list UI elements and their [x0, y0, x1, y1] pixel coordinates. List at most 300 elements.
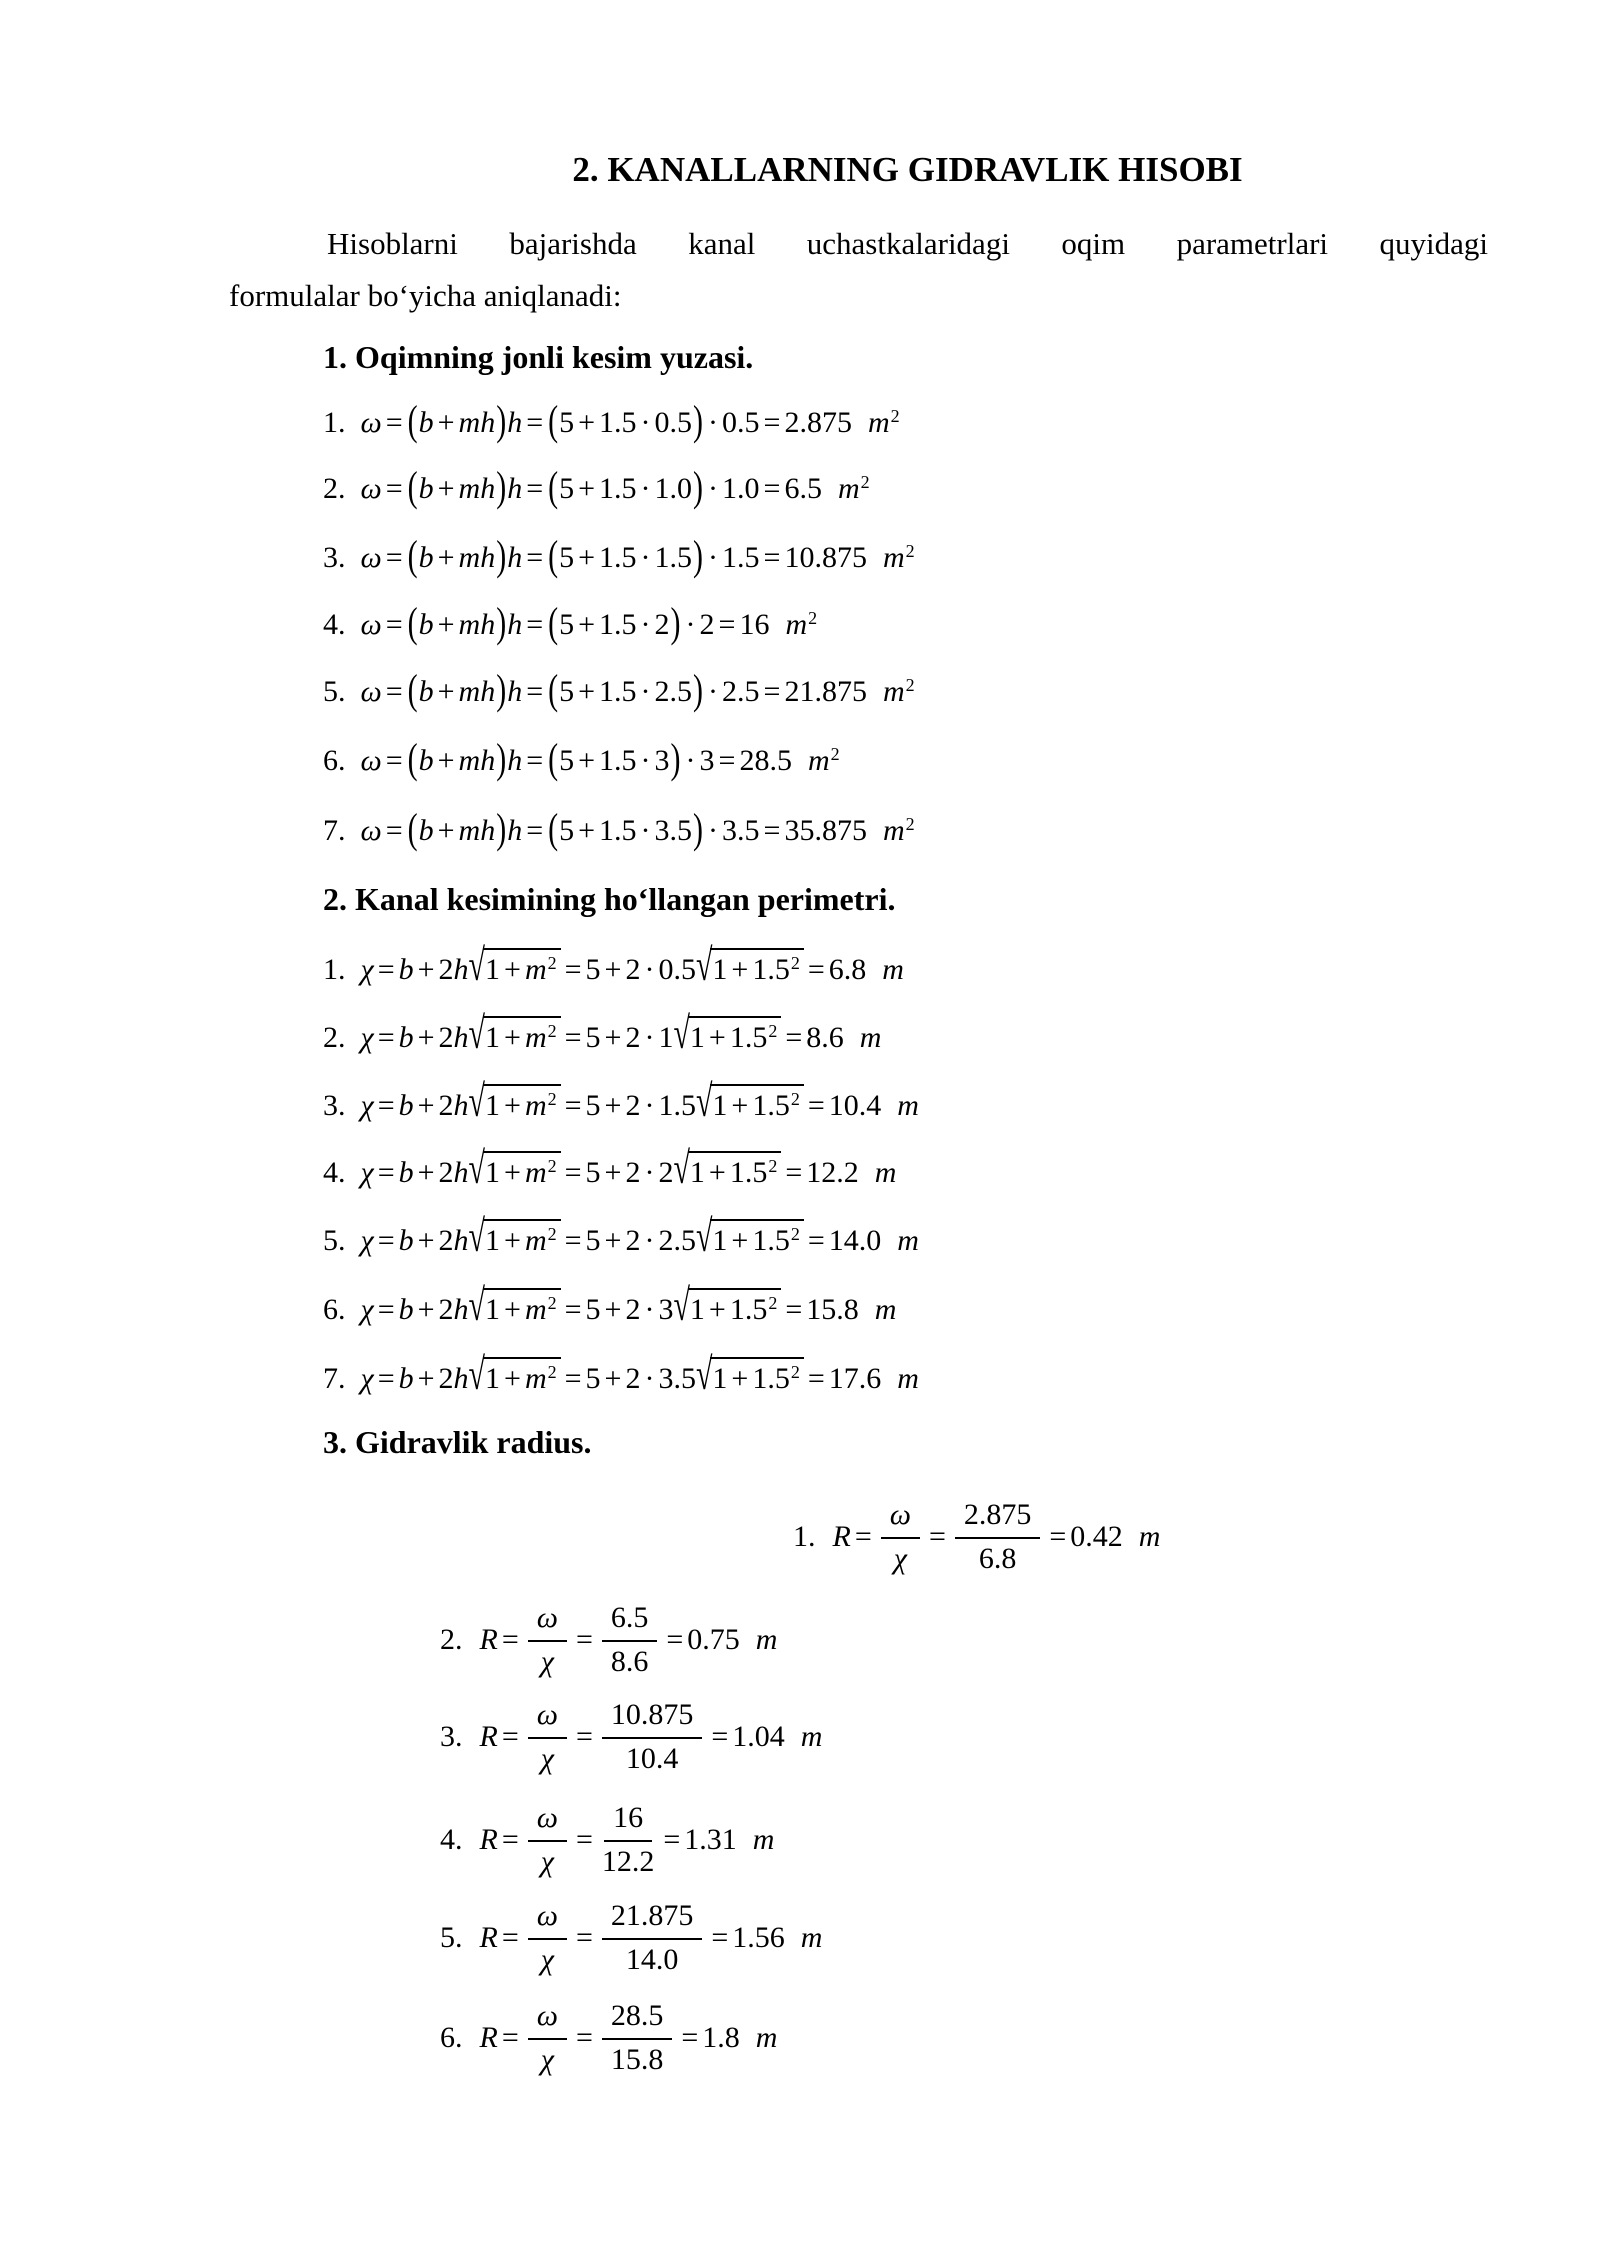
math-number: 5 — [585, 1224, 601, 1257]
math-number: 5 — [585, 1021, 601, 1054]
math-number: 2.875 — [784, 406, 852, 439]
math-operator: + — [417, 953, 435, 986]
math-number: 16 — [739, 608, 770, 641]
fraction-numerator — [955, 1498, 1041, 1539]
math-operator: · — [640, 406, 651, 439]
section-heading-1: 1. Oqimning jonli kesim yuzasi. — [323, 339, 754, 375]
math-variable: m — [897, 1089, 919, 1122]
radicand — [688, 1151, 781, 1192]
math-operator: = — [1049, 1519, 1067, 1553]
math-operator: · — [644, 1156, 655, 1189]
math-number: 1.5 — [599, 608, 637, 641]
math-variable: ω — [889, 1498, 911, 1531]
math-operator: · — [708, 675, 719, 708]
math-number: 3 — [699, 744, 715, 777]
formula-line — [323, 1280, 897, 1331]
square-root — [695, 1211, 804, 1262]
fraction — [602, 1601, 658, 1679]
fraction-denominator — [894, 1539, 907, 1577]
math-number: 1 — [485, 953, 501, 986]
math-number: 1.5 — [599, 814, 637, 847]
math-variable: m — [524, 1021, 547, 1054]
math-number: 5 — [559, 608, 575, 641]
math-operator: + — [708, 1293, 726, 1326]
math-operator: · — [685, 744, 696, 777]
math-operator: = — [501, 1719, 519, 1753]
math-operator: + — [437, 744, 455, 777]
math-operator: + — [731, 1089, 749, 1122]
math-parenthesis: ) — [693, 666, 704, 714]
math-variable: b — [418, 406, 434, 439]
fraction-numerator — [528, 1601, 567, 1642]
math-variable: ω — [360, 472, 382, 505]
math-variable: R — [832, 1519, 851, 1553]
math-operator: = — [501, 1920, 519, 1954]
math-operator: + — [504, 1362, 521, 1395]
math-variable: χ — [360, 1021, 374, 1054]
math-parenthesis: ) — [496, 805, 507, 853]
fraction-denominator — [541, 1940, 554, 1978]
radicand — [483, 1219, 561, 1260]
math-number: 5 — [559, 472, 575, 505]
formula — [360, 463, 870, 511]
item-number: 6. — [323, 744, 346, 777]
math-superscript: 2 — [547, 1021, 557, 1042]
fraction-denominator — [602, 1842, 655, 1880]
radical-sign-icon: √ — [468, 1008, 486, 1059]
radicand — [710, 1084, 803, 1125]
math-operator: · — [644, 953, 655, 986]
math-parenthesis: ) — [496, 599, 507, 647]
math-superscript: 2 — [547, 1089, 557, 1110]
fraction — [528, 1999, 567, 2077]
intro-paragraph-line-2: formulalar bo‘yicha aniqlanadi: — [229, 278, 622, 313]
formula-line — [323, 735, 840, 783]
math-number: 1 — [485, 1362, 501, 1395]
math-operator: + — [578, 472, 596, 505]
math-variable: h — [507, 814, 523, 847]
math-parenthesis: ( — [407, 805, 418, 853]
math-operator: = — [763, 675, 781, 708]
math-parenthesis: ) — [496, 463, 507, 511]
math-operator: = — [681, 2020, 699, 2054]
formula-line — [323, 940, 904, 991]
radical-sign-icon: √ — [468, 1349, 486, 1400]
math-number: 2 — [625, 1362, 641, 1395]
math-superscript: 2 — [890, 406, 900, 427]
math-number: 10.875 — [610, 1698, 694, 1731]
math-variable: mh — [458, 472, 496, 505]
radical-sign-icon: √ — [468, 940, 486, 991]
math-variable: ω — [360, 814, 382, 847]
math-number: 6.5 — [610, 1601, 649, 1634]
math-number: 1.56 — [732, 1920, 785, 1954]
math-operator: = — [385, 814, 403, 847]
formula — [480, 1899, 823, 1977]
math-variable: m — [867, 406, 890, 439]
math-variable: mh — [458, 744, 496, 777]
math-variable: m — [897, 1224, 919, 1257]
math-number: 5 — [559, 744, 575, 777]
math-operator: = — [377, 1021, 395, 1054]
square-root — [468, 1211, 561, 1262]
math-number: 3.5 — [658, 1362, 696, 1395]
math-superscript: 2 — [790, 1089, 800, 1110]
math-number: 2 — [438, 1156, 454, 1189]
math-superscript: 2 — [768, 1293, 778, 1314]
formula — [833, 1498, 1161, 1576]
math-variable: χ — [360, 1224, 374, 1257]
math-number: 2 — [438, 1224, 454, 1257]
math-parenthesis: ) — [496, 532, 507, 580]
math-parenthesis: ) — [670, 735, 681, 783]
math-number: 2.5 — [722, 675, 760, 708]
math-operator: = — [564, 953, 582, 986]
math-number: 1 — [485, 1224, 501, 1257]
math-parenthesis: ( — [407, 599, 418, 647]
math-variable: b — [398, 953, 414, 986]
math-operator: = — [526, 744, 544, 777]
math-operator: · — [644, 1021, 655, 1054]
math-superscript: 2 — [905, 541, 915, 562]
math-number: 0.5 — [722, 406, 760, 439]
math-operator: = — [928, 1519, 946, 1553]
math-superscript: 2 — [905, 675, 915, 696]
math-operator: + — [578, 814, 596, 847]
math-number: 1 — [485, 1293, 501, 1326]
math-number: 8.6 — [806, 1021, 844, 1054]
square-root — [695, 1349, 804, 1400]
square-root — [468, 1349, 561, 1400]
square-root — [468, 1008, 561, 1059]
square-root — [673, 1143, 781, 1194]
math-operator: + — [731, 1362, 749, 1395]
square-root — [695, 940, 804, 991]
math-parenthesis: ) — [670, 599, 681, 647]
math-superscript: 2 — [905, 814, 915, 835]
math-operator: = — [377, 1293, 395, 1326]
math-operator: + — [437, 541, 455, 574]
math-number: 2 — [438, 953, 454, 986]
math-operator: + — [578, 406, 596, 439]
math-variable: m — [755, 2020, 778, 2054]
math-superscript: 2 — [790, 1362, 800, 1383]
math-operator: + — [417, 1156, 435, 1189]
math-variable: ω — [360, 608, 382, 641]
math-variable: h — [453, 1156, 469, 1189]
item-number: 6. — [323, 1293, 346, 1326]
math-operator: = — [526, 406, 544, 439]
formula-line — [323, 463, 870, 511]
math-operator: + — [504, 1293, 521, 1326]
fraction-denominator — [541, 1842, 554, 1880]
item-number: 7. — [323, 1362, 346, 1395]
formula — [360, 1008, 882, 1059]
formula — [360, 735, 840, 783]
math-number: 17.6 — [828, 1362, 882, 1395]
math-variable: m — [524, 953, 547, 986]
item-number: 4. — [323, 1156, 346, 1189]
radical-sign-icon: √ — [468, 1211, 486, 1262]
math-variable: m — [837, 472, 860, 505]
math-number: 1.5 — [599, 472, 637, 505]
square-root — [673, 1008, 781, 1059]
math-operator: = — [763, 541, 781, 574]
item-number: 7. — [323, 814, 346, 847]
math-operator: · — [640, 744, 651, 777]
math-parenthesis: ) — [693, 805, 704, 853]
formula-line — [440, 1787, 774, 1893]
math-variable: m — [752, 1822, 775, 1856]
math-operator: + — [604, 1021, 622, 1054]
math-operator: = — [385, 472, 403, 505]
formula — [360, 1143, 897, 1194]
item-number: 3. — [440, 1719, 463, 1753]
math-number: 10.875 — [784, 541, 867, 574]
math-number: 28.5 — [739, 744, 792, 777]
math-number: 2 — [438, 1021, 454, 1054]
math-superscript: 2 — [547, 1293, 557, 1314]
math-variable: χ — [540, 1741, 554, 1775]
math-operator: = — [711, 1719, 729, 1753]
item-number: 1. — [323, 953, 346, 986]
math-superscript: 2 — [768, 1156, 778, 1177]
fraction-denominator — [979, 1539, 1017, 1577]
math-operator: + — [504, 1089, 521, 1122]
math-variable: m — [524, 1156, 547, 1189]
fraction-numerator — [528, 1899, 567, 1940]
math-variable: m — [800, 1920, 823, 1954]
fraction — [602, 1899, 703, 1977]
math-operator: + — [708, 1156, 726, 1189]
math-number: 16 — [613, 1801, 644, 1834]
formula — [480, 1698, 823, 1776]
math-superscript: 2 — [768, 1021, 778, 1042]
math-operator: + — [731, 1224, 749, 1257]
formula — [480, 1999, 778, 2077]
math-variable: b — [398, 1224, 414, 1257]
math-operator: = — [807, 953, 825, 986]
math-number: 5 — [585, 1362, 601, 1395]
fraction-numerator — [602, 1698, 703, 1739]
math-operator: + — [437, 608, 455, 641]
item-number: 2. — [323, 472, 346, 505]
math-superscript: 2 — [547, 1156, 557, 1177]
math-number: 0.42 — [1070, 1519, 1123, 1553]
math-operator: = — [663, 1822, 681, 1856]
math-operator: = — [501, 2020, 519, 2054]
math-variable: b — [418, 541, 434, 574]
math-operator: = — [385, 541, 403, 574]
math-operator: = — [785, 1293, 803, 1326]
math-operator: = — [666, 1622, 684, 1656]
math-number: 1.0 — [654, 472, 693, 505]
intro-paragraph-line-1: Hisoblarni bajarishda kanal uchastkalaridagi oqim parametrlari quyidagi — [327, 226, 1488, 261]
math-operator: + — [731, 953, 749, 986]
math-number: 1 — [485, 1021, 501, 1054]
math-operator: · — [644, 1089, 655, 1122]
math-variable: ω — [536, 1601, 558, 1634]
formula — [360, 397, 900, 445]
math-number: 35.875 — [784, 814, 867, 847]
radicand — [688, 1016, 781, 1057]
fraction-numerator — [528, 1801, 567, 1842]
math-number: 6.8 — [978, 1541, 1017, 1575]
square-root — [673, 1280, 781, 1331]
item-number: 1. — [323, 406, 346, 439]
formula-line — [323, 1008, 882, 1059]
math-variable: m — [807, 744, 830, 777]
math-operator: + — [417, 1362, 435, 1395]
math-variable: R — [479, 1920, 498, 1954]
item-number: 3. — [323, 541, 346, 574]
math-number: 1.5 — [722, 541, 760, 574]
square-root — [468, 940, 561, 991]
formula-line — [323, 1211, 919, 1262]
math-variable: χ — [360, 1362, 374, 1395]
math-variable: b — [418, 675, 434, 708]
math-operator: + — [604, 953, 622, 986]
math-operator: · — [640, 675, 651, 708]
math-operator: + — [417, 1021, 435, 1054]
math-number: 5 — [559, 406, 575, 439]
math-operator: = — [807, 1362, 825, 1395]
formula-line — [440, 1587, 777, 1693]
math-variable: h — [507, 608, 523, 641]
math-operator: + — [417, 1224, 435, 1257]
radicand — [710, 1219, 803, 1260]
math-variable: mh — [458, 541, 496, 574]
math-operator: + — [604, 1224, 622, 1257]
math-operator: = — [575, 2020, 593, 2054]
fraction-denominator — [541, 1642, 554, 1680]
math-operator: = — [763, 406, 781, 439]
math-number: 0.5 — [658, 953, 696, 986]
square-root — [468, 1143, 561, 1194]
math-number: 28.5 — [610, 1999, 664, 2032]
math-operator: = — [526, 675, 544, 708]
fraction-numerator — [881, 1498, 920, 1539]
math-number: 5 — [585, 953, 601, 986]
fraction — [881, 1498, 920, 1576]
radicand — [483, 1151, 561, 1192]
radical-sign-icon: √ — [695, 1349, 713, 1400]
math-number: 1.5 — [752, 1089, 790, 1122]
formula — [360, 1349, 919, 1400]
math-number: 0.5 — [654, 406, 693, 439]
math-variable: ω — [536, 1899, 558, 1932]
math-operator: = — [501, 1822, 519, 1856]
math-operator: = — [807, 1089, 825, 1122]
fraction-denominator — [626, 1739, 679, 1777]
math-operator: + — [604, 1293, 622, 1326]
item-number: 2. — [440, 1622, 463, 1656]
math-number: 2 — [625, 1293, 641, 1326]
math-number: 0.75 — [687, 1622, 740, 1656]
fraction-numerator — [528, 1999, 567, 2040]
section-heading-3: 3. Gidravlik radius. — [323, 1424, 592, 1460]
math-number: 1 — [485, 1156, 501, 1189]
math-operator: + — [417, 1293, 435, 1326]
fraction — [955, 1498, 1041, 1576]
math-operator: = — [763, 472, 781, 505]
math-parenthesis: ) — [496, 735, 507, 783]
math-number: 1 — [658, 1021, 674, 1054]
math-number: 21.875 — [784, 675, 867, 708]
fraction-denominator — [626, 1940, 679, 1978]
item-number: 3. — [323, 1089, 346, 1122]
formula — [360, 666, 915, 714]
formula-line — [323, 397, 900, 445]
math-variable: m — [882, 541, 905, 574]
radicand — [483, 1084, 561, 1125]
math-variable: m — [882, 953, 904, 986]
math-number: 1.5 — [658, 1089, 696, 1122]
math-parenthesis: ) — [496, 397, 507, 445]
math-number: 1 — [689, 1293, 705, 1326]
radicand — [483, 1016, 561, 1057]
math-number: 2 — [625, 953, 641, 986]
math-number: 1.5 — [599, 541, 637, 574]
math-variable: h — [507, 541, 523, 574]
math-operator: = — [575, 1920, 593, 1954]
math-operator: = — [564, 1362, 582, 1395]
math-operator: = — [564, 1293, 582, 1326]
math-variable: h — [507, 675, 523, 708]
math-variable: ω — [360, 744, 382, 777]
formula — [360, 1280, 897, 1331]
math-operator: = — [575, 1719, 593, 1753]
math-number: 2 — [658, 1156, 674, 1189]
math-operator: · — [708, 541, 719, 574]
math-variable: b — [418, 608, 434, 641]
math-operator: = — [377, 953, 395, 986]
radicand — [483, 1288, 561, 1329]
formula-line — [323, 666, 915, 714]
math-variable: h — [453, 1224, 469, 1257]
math-operator: = — [526, 814, 544, 847]
math-variable: m — [785, 608, 808, 641]
math-number: 5 — [585, 1156, 601, 1189]
math-operator: + — [504, 1156, 521, 1189]
math-operator: = — [564, 1156, 582, 1189]
math-number: 1.5 — [752, 953, 790, 986]
math-parenthesis: ( — [407, 735, 418, 783]
math-number: 10.4 — [625, 1741, 679, 1775]
math-number: 5 — [559, 814, 575, 847]
math-number: 5 — [585, 1089, 601, 1122]
math-variable: χ — [360, 1293, 374, 1326]
math-superscript: 2 — [808, 608, 818, 629]
fraction — [528, 1698, 567, 1776]
formula — [360, 1076, 919, 1127]
math-number: 2.875 — [963, 1498, 1032, 1531]
fraction-denominator — [541, 2040, 554, 2078]
fraction-denominator — [611, 1642, 649, 1680]
math-variable: b — [398, 1021, 414, 1054]
math-number: 1.0 — [722, 472, 760, 505]
item-number: 5. — [440, 1920, 463, 1954]
item-number: 4. — [323, 608, 346, 641]
math-variable: m — [524, 1224, 547, 1257]
math-number: 5 — [559, 675, 575, 708]
math-operator: · — [640, 472, 651, 505]
formula-line — [323, 1143, 897, 1194]
math-operator: = — [564, 1224, 582, 1257]
fraction-numerator — [602, 1899, 703, 1940]
math-number: 3.5 — [722, 814, 760, 847]
math-operator: = — [575, 1822, 593, 1856]
